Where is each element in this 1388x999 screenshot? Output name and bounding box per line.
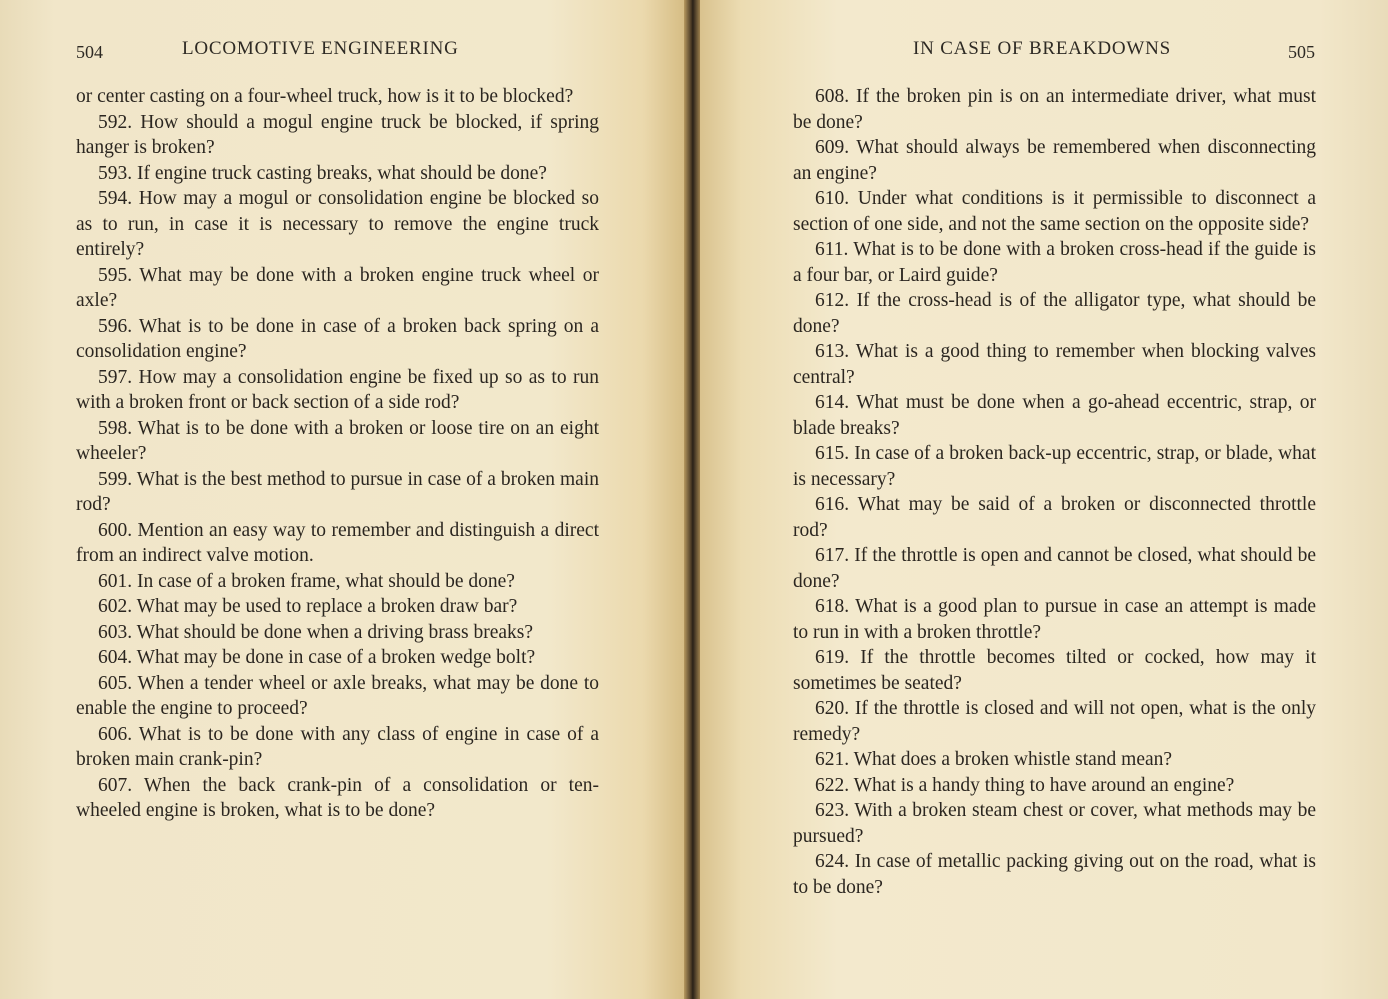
question-610: 610. Under what conditions is it permissible to disconnect a section of one side, and not the same section on the opposite side? [793,188,1316,235]
question-619: 619. If the throttle becomes tilted or cocked, how may it sometimes be seated? [793,647,1316,694]
running-head: IN CASE OF BREAKDOWNS [913,38,1172,59]
question-593: 593. If engine truck casting breaks, what should be done? [98,162,547,184]
question-605: 605. When a tender wheel or axle breaks, what may be done to enable the engine to proceed? [76,672,599,719]
question-604: 604. What may be done in case of a broken wedge bolt? [98,647,536,668]
question-611: 611. What is to be done with a broken cross-head if the guide is a four bar, or Laird guide? [793,239,1316,286]
question-621: 621. What does a broken whistle stand mean? [815,749,1173,770]
continuation-paragraph: or center casting on a four-wheel truck, how is it to be blocked? [76,86,574,107]
question-602: 602. What may be used to replace a broken draw bar? [98,596,518,617]
question-609: 609. What should always be remembered when disconnecting an engine? [793,137,1316,184]
question-598: 598. What is to be done with a broken or loose tire on an eight wheeler? [76,417,599,464]
question-615: 615. In case of a broken back-up eccentric, strap, or blade, what is necessary? [793,443,1316,490]
question-624: 624. In case of metallic packing giving out on the road, what is to be done? [793,851,1316,898]
question-616: 616. What may be said of a broken or disconnected throttle rod? [793,494,1316,541]
question-596: 596. What is to be done in case of a broken back spring on a consolidation engine? [76,315,599,362]
question-623: 623. With a broken steam chest or cover, what methods may be pursued? [793,800,1316,847]
question-601: 601. In case of a broken frame, what should be done? [98,570,515,592]
question-612: 612. If the cross-head is of the alligator type, what should be done? [793,290,1316,337]
question-595: 595. What may be done with a broken engine truck wheel or axle? [76,264,599,311]
question-592: 592. How should a mogul engine truck be blocked, if spring hanger is broken? [76,111,599,158]
question-614: 614. What must be done when a go-ahead eccentric, strap, or blade breaks? [793,392,1316,439]
question-594: 594. How may a mogul or consolidation engine be blocked so as to run, in case it is necessary to remove the engine truck entirely? [76,188,599,260]
page-number: 504 [76,42,103,62]
running-head: LOCOMOTIVE ENGINEERING [182,38,459,59]
right-page [700,0,1388,999]
page-text [793,84,1316,900]
question-617: 617. If the throttle is open and cannot be closed, what should be done? [793,545,1316,592]
question-599: 599. What is the best method to pursue in case of a broken main rod? [76,468,599,515]
question-618: 618. What is a good plan to pursue in case an attempt is made to run in with a broken throttle? [793,596,1316,643]
left-page [0,0,684,999]
question-620: 620. If the throttle is closed and will not open, what is the only remedy? [793,698,1316,745]
question-622: 622. What is a handy thing to have around an engine? [815,774,1235,796]
question-606: 606. What is to be done with any class of engine in case of a broken main crank-pin? [76,723,599,770]
question-600: 600. Mention an easy way to remember and distinguish a direct from an indirect valve motion. [76,519,599,566]
question-607: 607. When the back crank-pin of a consolidation or ten-wheeled engine is broken, what is to be done? [76,774,599,821]
book-gutter [684,0,700,999]
page-number: 505 [1288,42,1315,62]
question-613: 613. What is a good thing to remember when blocking valves central? [793,341,1316,388]
question-608: 608. If the broken pin is on an intermediate driver, what must be done? [793,86,1316,133]
question-603: 603. What should be done when a driving brass breaks? [98,621,534,643]
question-597: 597. How may a consolidation engine be fixed up so as to run with a broken front or back section of a side rod? [76,366,599,413]
page-text [76,84,599,824]
